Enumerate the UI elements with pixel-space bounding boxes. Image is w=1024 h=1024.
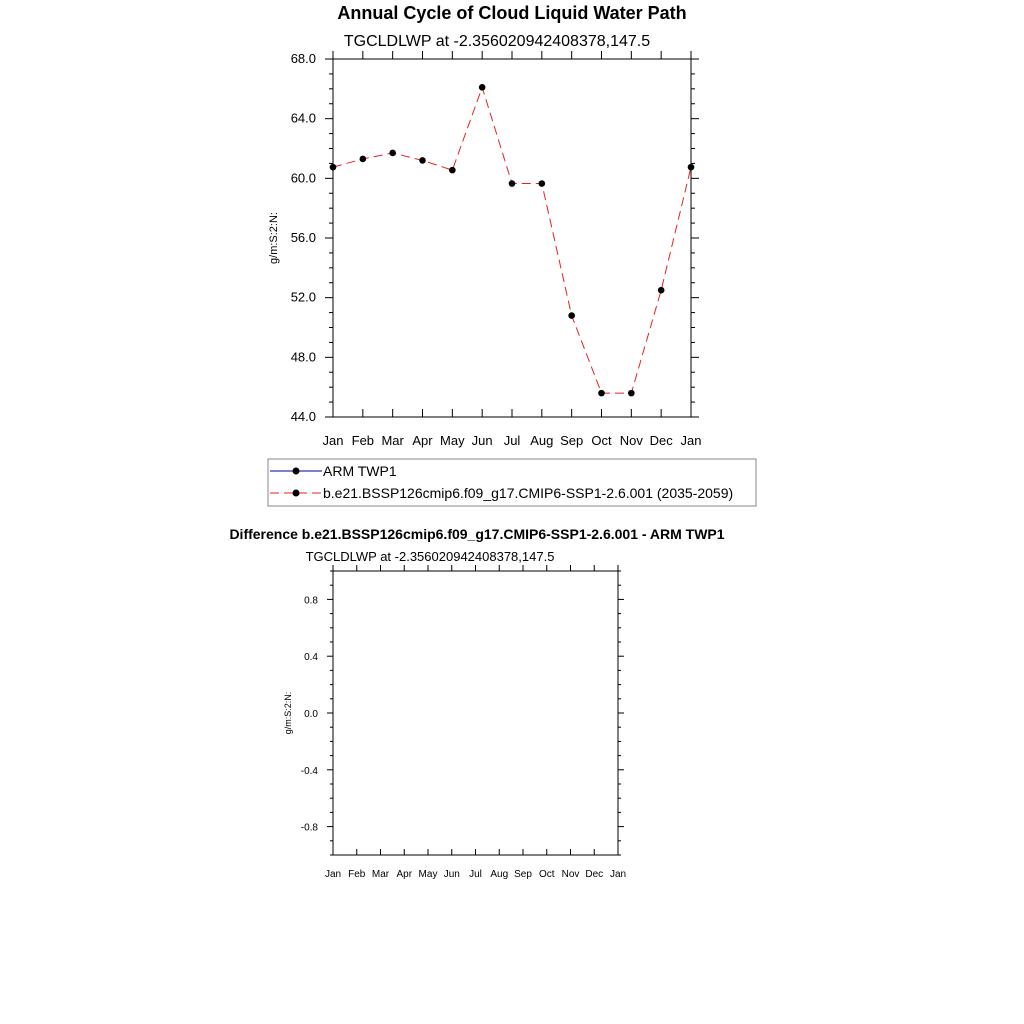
y-axis-label: g/m:S:2:N:	[268, 212, 280, 264]
data-point	[658, 287, 665, 294]
legend-label-model: b.e21.BSSP126cmip6.f09_g17.CMIP6-SSP1-2.6.001 (2035-2059)	[323, 485, 734, 501]
chart-title: Annual Cycle of Cloud Liquid Water Path	[337, 3, 687, 23]
x-tick-label: Nov	[561, 869, 580, 880]
chart-title: Difference b.e21.BSSP126cmip6.f09_g17.CMIP6-SSP1-2.6.001 - ARM TWP1	[229, 526, 725, 542]
series-layer	[330, 84, 695, 396]
y-tick-label: 48.0	[290, 349, 316, 365]
data-point	[360, 156, 367, 163]
data-point	[449, 167, 456, 174]
x-tick-label: Jan	[324, 869, 342, 880]
plot-frame	[333, 59, 691, 417]
x-tick-label: Aug	[530, 433, 554, 448]
x-tick-label: May	[440, 433, 465, 448]
x-tick-label: Mar	[381, 433, 404, 448]
axis-ticks	[325, 51, 699, 417]
data-point	[330, 164, 337, 171]
x-tick-label: Nov	[619, 433, 643, 448]
x-tick-label: Jun	[443, 869, 460, 880]
y-tick-label: 0.0	[304, 709, 318, 720]
data-point	[419, 157, 426, 164]
x-tick-label: Apr	[412, 433, 433, 448]
y-axis-label: g/m:S:2:N:	[283, 691, 293, 735]
legend	[268, 459, 756, 506]
data-point	[598, 390, 605, 397]
y-tick-label: 60.0	[290, 170, 316, 186]
axis-ticks	[327, 565, 624, 855]
data-point	[568, 312, 575, 319]
chart-subtitle: TGCLDLWP at -2.356020942408378,147.5	[305, 549, 555, 564]
x-tick-label: Apr	[396, 869, 413, 880]
y-tick-label: 0.4	[304, 652, 318, 664]
data-point	[389, 150, 396, 157]
x-tick-label: Dec	[585, 869, 604, 880]
x-tick-label: Jan	[609, 869, 627, 880]
x-tick-label: Mar	[371, 869, 390, 880]
y-tick-label: 52.0	[290, 289, 316, 305]
x-tick-label: Oct	[591, 433, 612, 448]
x-tick-label: Aug	[490, 869, 509, 880]
x-tick-label: May	[418, 869, 438, 880]
data-point	[539, 180, 546, 187]
x-tick-label: Oct	[538, 869, 555, 880]
x-tick-label: Dec	[649, 433, 673, 448]
y-tick-label: -0.4	[300, 765, 318, 777]
x-tick-label: Feb	[351, 433, 375, 448]
y-tick-label: 68.0	[290, 51, 316, 66]
data-point	[509, 180, 516, 187]
legend-marker-model	[293, 490, 300, 497]
x-tick-label: Feb	[348, 869, 366, 880]
x-tick-label: Sep	[560, 433, 584, 448]
x-tick-labels	[323, 433, 702, 448]
x-tick-label: Jan	[322, 433, 344, 448]
y-tick-labels	[291, 51, 316, 424]
chart-annual-cycle	[268, 3, 756, 506]
y-tick-label: 44.0	[290, 409, 316, 424]
legend-label-arm: ARM TWP1	[323, 463, 397, 479]
chart-difference	[229, 526, 724, 880]
y-tick-label: 64.0	[290, 110, 316, 126]
x-tick-label: Jun	[471, 433, 493, 448]
data-point	[628, 390, 635, 397]
x-tick-label: Jul	[469, 869, 482, 880]
y-tick-label: 56.0	[290, 230, 316, 245]
y-tick-label: 0.8	[304, 595, 318, 607]
x-tick-label: Jan	[680, 433, 702, 448]
y-tick-labels	[301, 595, 319, 833]
data-point	[688, 164, 695, 171]
legend-marker-arm	[293, 468, 300, 475]
chart-subtitle: TGCLDLWP at -2.356020942408378,147.5	[343, 33, 651, 50]
x-tick-label: Jul	[503, 433, 521, 448]
x-tick-labels	[325, 869, 626, 880]
x-tick-label: Sep	[514, 869, 532, 880]
y-tick-label: -0.8	[300, 822, 318, 834]
series-line	[333, 87, 691, 393]
plot-frame	[333, 571, 618, 855]
data-point	[479, 84, 486, 91]
